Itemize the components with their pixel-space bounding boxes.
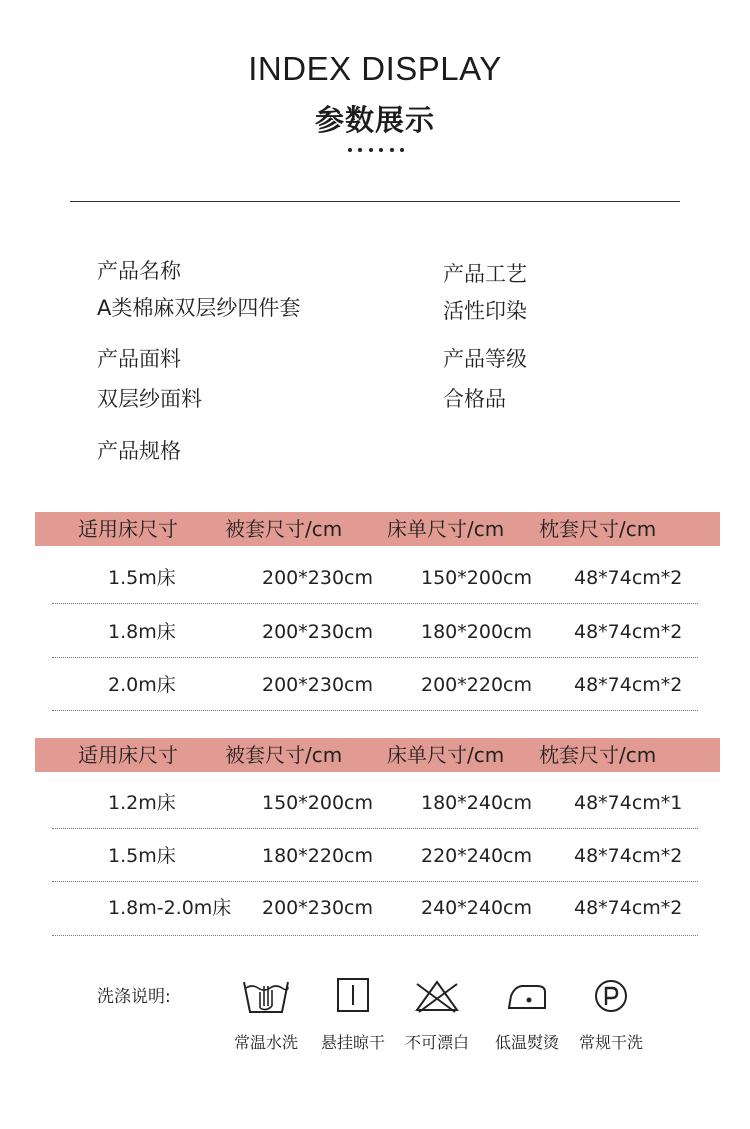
table-cell: 200*220cm (421, 674, 532, 696)
care-label-low-iron: 低温熨烫 (494, 1033, 559, 1052)
table1-header-bed: 适用床尺寸 (78, 517, 178, 541)
table-cell: 180*200cm (421, 621, 532, 643)
care-label-hang-dry: 悬挂晾干 (320, 1033, 385, 1052)
table2-header-bed: 适用床尺寸 (78, 743, 178, 767)
table-cell: 180*220cm (262, 845, 373, 867)
product-name-value: A类棉麻双层纱四件套 (97, 296, 301, 320)
dry-clean-icon (585, 974, 637, 1016)
table-cell: 150*200cm (421, 567, 532, 589)
product-grade-label: 产品等级 (443, 347, 527, 371)
table1-header-duvet: 被套尺寸/cm (225, 517, 343, 541)
table-cell: 48*74cm*2 (574, 897, 683, 919)
row-divider (52, 828, 698, 829)
row-divider (52, 881, 698, 882)
table-cell: 1.2m床 (108, 792, 176, 814)
product-name-label: 产品名称 (97, 259, 181, 283)
table-cell: 48*74cm*2 (574, 567, 683, 589)
row-divider (52, 935, 698, 936)
care-label-hand-wash: 常温水洗 (233, 1033, 298, 1052)
hang-dry-icon (327, 974, 379, 1016)
table1-header-sheet: 床单尺寸/cm (387, 517, 505, 541)
product-fabric-value: 双层纱面料 (97, 387, 202, 411)
table-cell: 1.8m-2.0m床 (108, 897, 232, 919)
table-cell: 150*200cm (262, 792, 373, 814)
care-item-low-iron (487, 974, 567, 1053)
table-cell: 2.0m床 (108, 674, 176, 696)
table-cell: 200*230cm (262, 621, 373, 643)
table2-header-duvet: 被套尺寸/cm (225, 743, 343, 767)
care-instructions-label: 洗涤说明: (97, 987, 171, 1007)
table-cell: 48*74cm*1 (574, 792, 683, 814)
hand-wash-icon (240, 974, 292, 1016)
table-cell: 200*230cm (262, 897, 373, 919)
table-cell: 1.5m床 (108, 567, 176, 589)
row-divider (52, 603, 698, 604)
title-chinese: 参数展示 (314, 103, 435, 137)
product-grade-value: 合格品 (443, 387, 506, 411)
product-spec-label: 产品规格 (97, 439, 181, 463)
care-item-no-bleach (397, 974, 477, 1053)
care-label-dry-clean: 常规干洗 (578, 1033, 643, 1052)
low-iron-icon (501, 974, 553, 1016)
table2-header-pillow: 枕套尺寸/cm (539, 743, 657, 767)
product-fabric-label: 产品面料 (97, 347, 181, 371)
table-cell: 240*240cm (421, 897, 532, 919)
row-divider (52, 657, 698, 658)
no-bleach-icon (411, 974, 463, 1016)
row-divider (52, 710, 698, 711)
care-label-no-bleach: 不可漂白 (404, 1033, 469, 1052)
table1-header-pillow: 枕套尺寸/cm (539, 517, 657, 541)
table-cell: 200*230cm (262, 567, 373, 589)
care-item-hand-wash (226, 974, 306, 1053)
care-item-dry-clean (571, 974, 651, 1053)
table-cell: 48*74cm*2 (574, 845, 683, 867)
table-cell: 1.8m床 (108, 621, 176, 643)
table-cell: 48*74cm*2 (574, 621, 683, 643)
product-craft-label: 产品工艺 (443, 262, 527, 286)
product-craft-value: 活性印染 (443, 299, 527, 323)
table-cell: 220*240cm (421, 845, 532, 867)
care-item-hang-dry (313, 974, 393, 1053)
table-cell: 180*240cm (421, 792, 532, 814)
title-english: INDEX DISPLAY (248, 50, 502, 87)
table-cell: 1.5m床 (108, 845, 176, 867)
table2-header-sheet: 床单尺寸/cm (387, 743, 505, 767)
table-cell: 48*74cm*2 (574, 674, 683, 696)
table-cell: 200*230cm (262, 674, 373, 696)
divider-line (70, 201, 680, 202)
decorative-dots (348, 148, 404, 154)
